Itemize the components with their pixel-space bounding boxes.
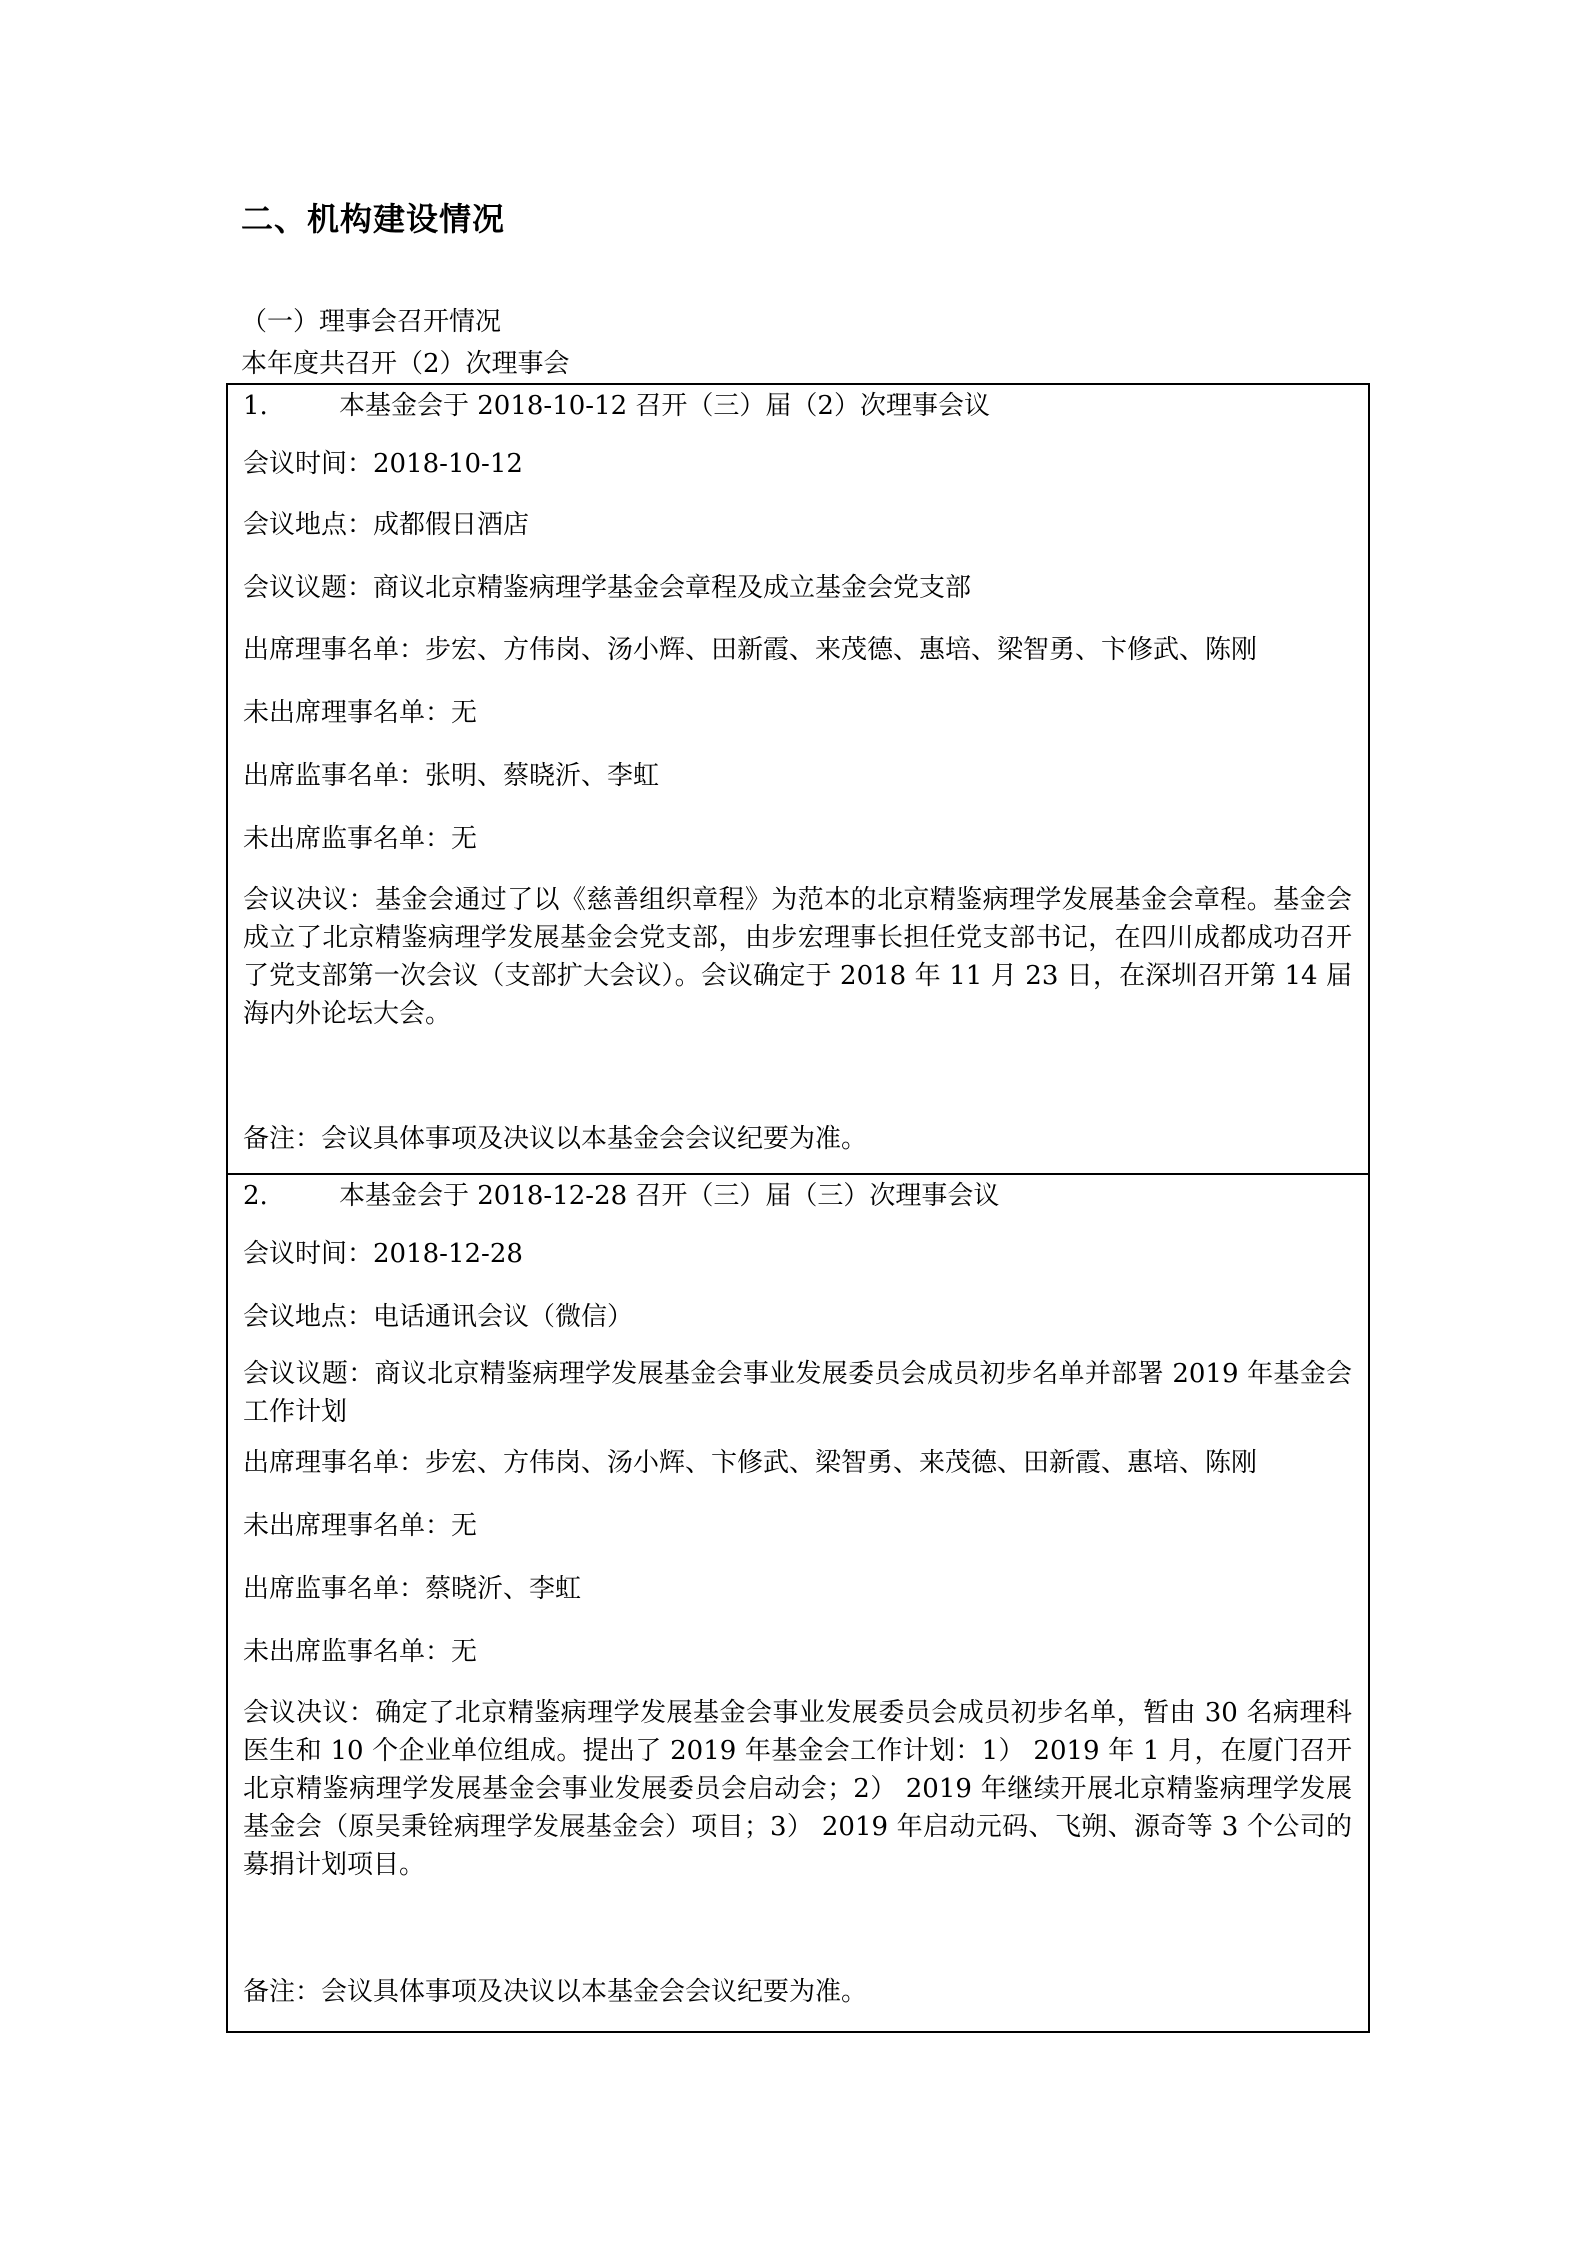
meeting-time: 会议时间：2018-10-12 — [243, 449, 523, 479]
meeting-heading-text: 本基金会于 2018-12-28 召开（三）届（三）次理事会议 — [339, 1181, 1000, 1211]
attending-supervisors: 出席监事名单：张明、蔡晓沂、李虹 — [243, 761, 660, 791]
absent-supervisors: 未出席监事名单：无 — [243, 1637, 478, 1667]
attending-directors: 出席理事名单：步宏、方伟岗、汤小辉、卞修武、梁智勇、来茂德、田新霞、惠培、陈刚 — [243, 1448, 1258, 1478]
section-title: 二、机构建设情况 — [241, 200, 506, 238]
meeting-time: 会议时间：2018-12-28 — [243, 1239, 523, 1269]
meeting-topic: 会议议题：商议北京精鉴病理学基金会章程及成立基金会党支部 — [243, 573, 972, 603]
meeting-topic: 会议议题：商议北京精鉴病理学发展基金会事业发展委员会成员初步名单并部署 2019 年基金会工作计划 — [243, 1359, 1352, 1427]
meeting-resolution: 会议决议：确定了北京精鉴病理学发展基金会事业发展委员会成员初步名单，暂由 30 名病理科医生和 10 个企业单位组成。提出了 2019 年基金会工作计划：1） 2019 年 1 月，在厦门召开北京精鉴病理学发展基金会事业发展委员会启动会；2） 2019 年继续开展北京精鉴病理学发展基金会（原吴秉铨病理学发展基金会）项目；3） 2019 年启动元码、飞朔、源奇等 3 个公司的募捐计划项目。 — [243, 1698, 1352, 1880]
meeting-number: 1. — [243, 391, 268, 421]
subsection-title: （一）理事会召开情况 — [241, 307, 502, 337]
meeting-heading — [243, 393, 1353, 419]
meeting-location: 会议地点：成都假日酒店 — [243, 510, 530, 540]
meeting-note: 备注：会议具体事项及决议以本基金会会议纪要为准。 — [243, 1124, 868, 1154]
attending-directors: 出席理事名单：步宏、方伟岗、汤小辉、田新霞、来茂德、惠培、梁智勇、卞修武、陈刚 — [243, 635, 1258, 665]
meeting-note: 备注：会议具体事项及决议以本基金会会议纪要为准。 — [243, 1977, 868, 2007]
absent-directors: 未出席理事名单：无 — [243, 1511, 478, 1541]
meeting-location: 会议地点：电话通讯会议（微信） — [243, 1302, 634, 1332]
meeting-record-1 — [226, 383, 1370, 1175]
attending-supervisors: 出席监事名单：蔡晓沂、李虹 — [243, 1574, 582, 1604]
absent-supervisors: 未出席监事名单：无 — [243, 824, 478, 854]
meetings-count: 本年度共召开（2）次理事会 — [241, 349, 570, 379]
meeting-record-2 — [226, 1173, 1370, 2033]
meeting-heading-text: 本基金会于 2018-10-12 召开（三）届（2）次理事会议 — [339, 391, 990, 421]
meeting-heading — [243, 1183, 1353, 1209]
absent-directors: 未出席理事名单：无 — [243, 698, 478, 728]
meeting-number: 2. — [243, 1181, 268, 1211]
meeting-resolution: 会议决议：基金会通过了以《慈善组织章程》为范本的北京精鉴病理学发展基金会章程。基金会成立了北京精鉴病理学发展基金会党支部，由步宏理事长担任党支部书记，在四川成都成功召开了党支部第一次会议（支部扩大会议）。会议确定于 2018 年 11 月 23 日，在深圳召开第 14 届海内外论坛大会。 — [243, 885, 1352, 1029]
